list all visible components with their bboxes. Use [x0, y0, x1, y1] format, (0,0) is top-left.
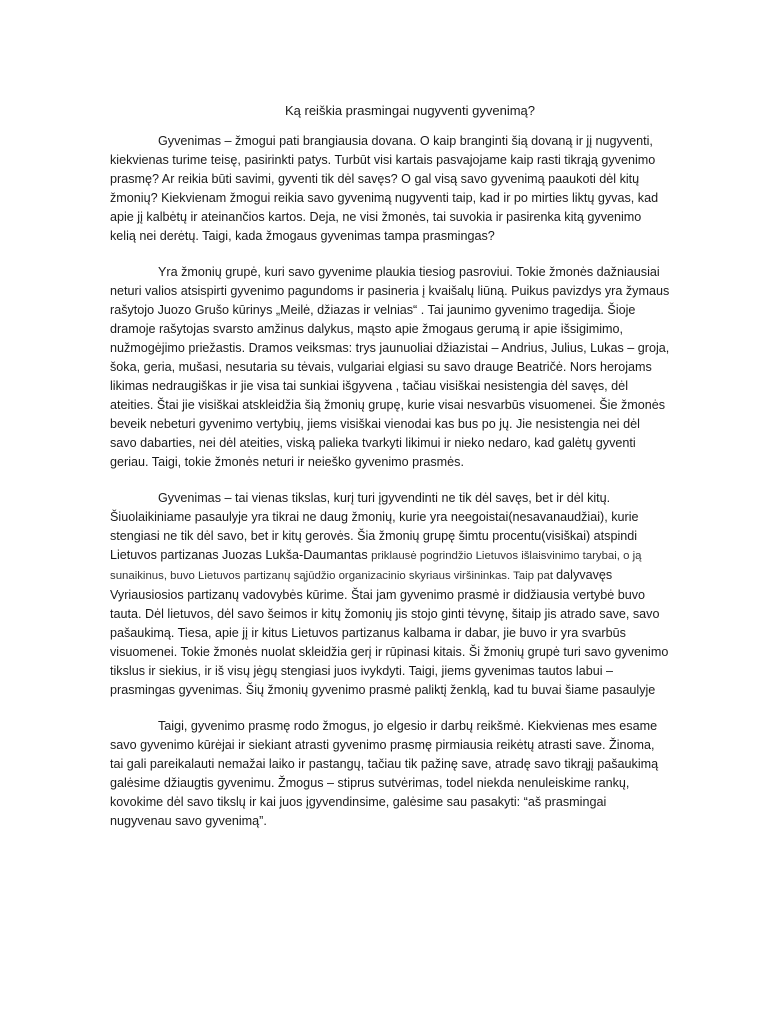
paragraph-grusas: Yra žmonių grupė, kuri savo gyvenime plaukia tiesiog pasroviui. Tokie žmonės dažniausiai neturi valios atsispirti gyvenimo pagundoms ir pasineria į kvaišalų liūną. Puikus pavizdys yra žymaus rašytojo Juozo Grušo kūrinys „Meilė, džiazas ir velnias“ . Tai jaunimo gyvenimo tragedija. Šioje dramoje rašytojas svarsto amžinus dalykus, mąsto apie žmogaus gerumą ir apie išsigimimo, nužmogėjimo priežastis. Dramos veiksmas: trys jaunuoliai džiazistai – Andrius, Julius, Lukas – groja, šoka, geria, mušasi, nesutaria su tėvais, vulgariai elgiasi su savo drauge Beatričė. Nors herojams likimas nedraugiškas ir jie visa tai sunkiai išgyvena , tačiau visiškai nesistengia dėl savęs, dėl ateities. Štai jie visiškai atskleidžia šią žmonių grupę, kurie visai nesvarbūs visuomenei. Šie žmonės beveik nebeturi gyvenimo vertybių, jiems visiškai vienodai kas bus po jų. Jie nesistengia nei dėl savo dabarties, nei dėl ateities, viską palieka tvarkyti likimui ir nieko nedaro, kad galėtų gyventi geriau. Taigi, tokie žmonės neturi ir neieško gyvenimo prasmės. — [110, 265, 670, 469]
paragraph-luksa-part3: dalyvavęs Vyriausiosios partizanų vadovybės kūrime. Štai jam gyvenimo prasmė ir didžiausia vertybė buvo tauta. Dėl lietuvos, dėl savo šeimos ir kitų žomonių jis stojo ginti tėvynę, šitaip jis atrado save, savo pašaukimą. Tiesa, apie jį ir kitus Lietuvos partizanus kalbama ir dabar, jie buvo ir yra svarbūs visuomenei. Tokie žmonės nuolat skleidžia gerį ir rūpinasi kitais. Ši žmonių grupė turi savo gyvenimo tikslus ir siekius, ir iš visų jėgų stengiasi juos ivykdyti. Taigi, jiems gyvenimas tautos labui – prasmingas gyvenimas. Šių žmonių gyvenimo prasmė paliktį ženklą, kad tu buvai šiame pasaulyje — [110, 568, 669, 697]
paragraph-luksa-part1: Gyvenimas – tai vienas tikslas, kurį turi įgyvendinti ne tik dėl savęs, bet ir dėl kitų. Šiuolaikiniame pasaulyje yra tikrai ne daug žmonių, kurie yra neegoistai(nesavanaudžiai), kurie stengiasi ne tik dėl savo, bet ir kitų gerovės. Šia žmonių grupę šimtu procentu(visiškai) atspindi Lietuvos partizanas Juozas Lukša-Daumantas — [110, 491, 639, 562]
paragraph-intro: Gyvenimas – žmogui pati brangiausia dovana. O kaip branginti šią dovaną ir jį nugyventi, kiekvienas turime teisę, pasirinkti patys. Turbūt visi kartais pasvajojame kaip rasti tikrąją gyvenimo prasmę? Ar reikia būti savimi, gyventi tik dėl savęs? O gal visą savo gyvenimą paaukoti dėl kitų žmonių? Kiekvienam žmogui reikia savo gyvenimą nugyventi taip, kad ir po mirties liktų gyvas, kad apie jį kalbėtų ir ateinančios kartos. Deja, ne visi žmonės, tai suvokia ir pasirenka kitą gyvenimo kelią nei derėtų. Taigi, kada žmogaus gyvenimas tampa prasmingas? — [110, 134, 659, 243]
paragraph-luksa — [110, 489, 670, 700]
document-title: Ką reiškia prasmingai nugyventi gyvenimą? — [284, 103, 535, 118]
document-page — [110, 102, 670, 848]
paragraph-conclusion: Taigi, gyvenimo prasmę rodo žmogus, jo elgesio ir darbų reikšmė. Kiekvienas mes esame savo gyvenimo kūrėjai ir siekiant atrasti gyvenimo prasmę pirmiausia reikėtų atrasti save. Žinoma, tai gali pareikalauti nemažai laiko ir pastangų, tačiau tik pažinę save, atradę savo tikrąjį pašaukimą galėsime džiaugtis gyvenimu. Žmogus – stiprus sutvėrimas, todel niekda nenuleiskime rankų, kovokime dėl savo tikslų ir kai juos įgyvendinsime, galėsime sau pasakyti: “aš prasmingai nugyvenau savo gyvenimą”. — [110, 719, 659, 828]
paragraph-luksa-quote: priklausė pogrindžio Lietuvos išlaisvinimo tarybai, o ją sunaikinus, buvo Lietuvos partizanų sąjūdžio organizacinio skyriaus viršininkas. Taip pat — [110, 550, 642, 582]
